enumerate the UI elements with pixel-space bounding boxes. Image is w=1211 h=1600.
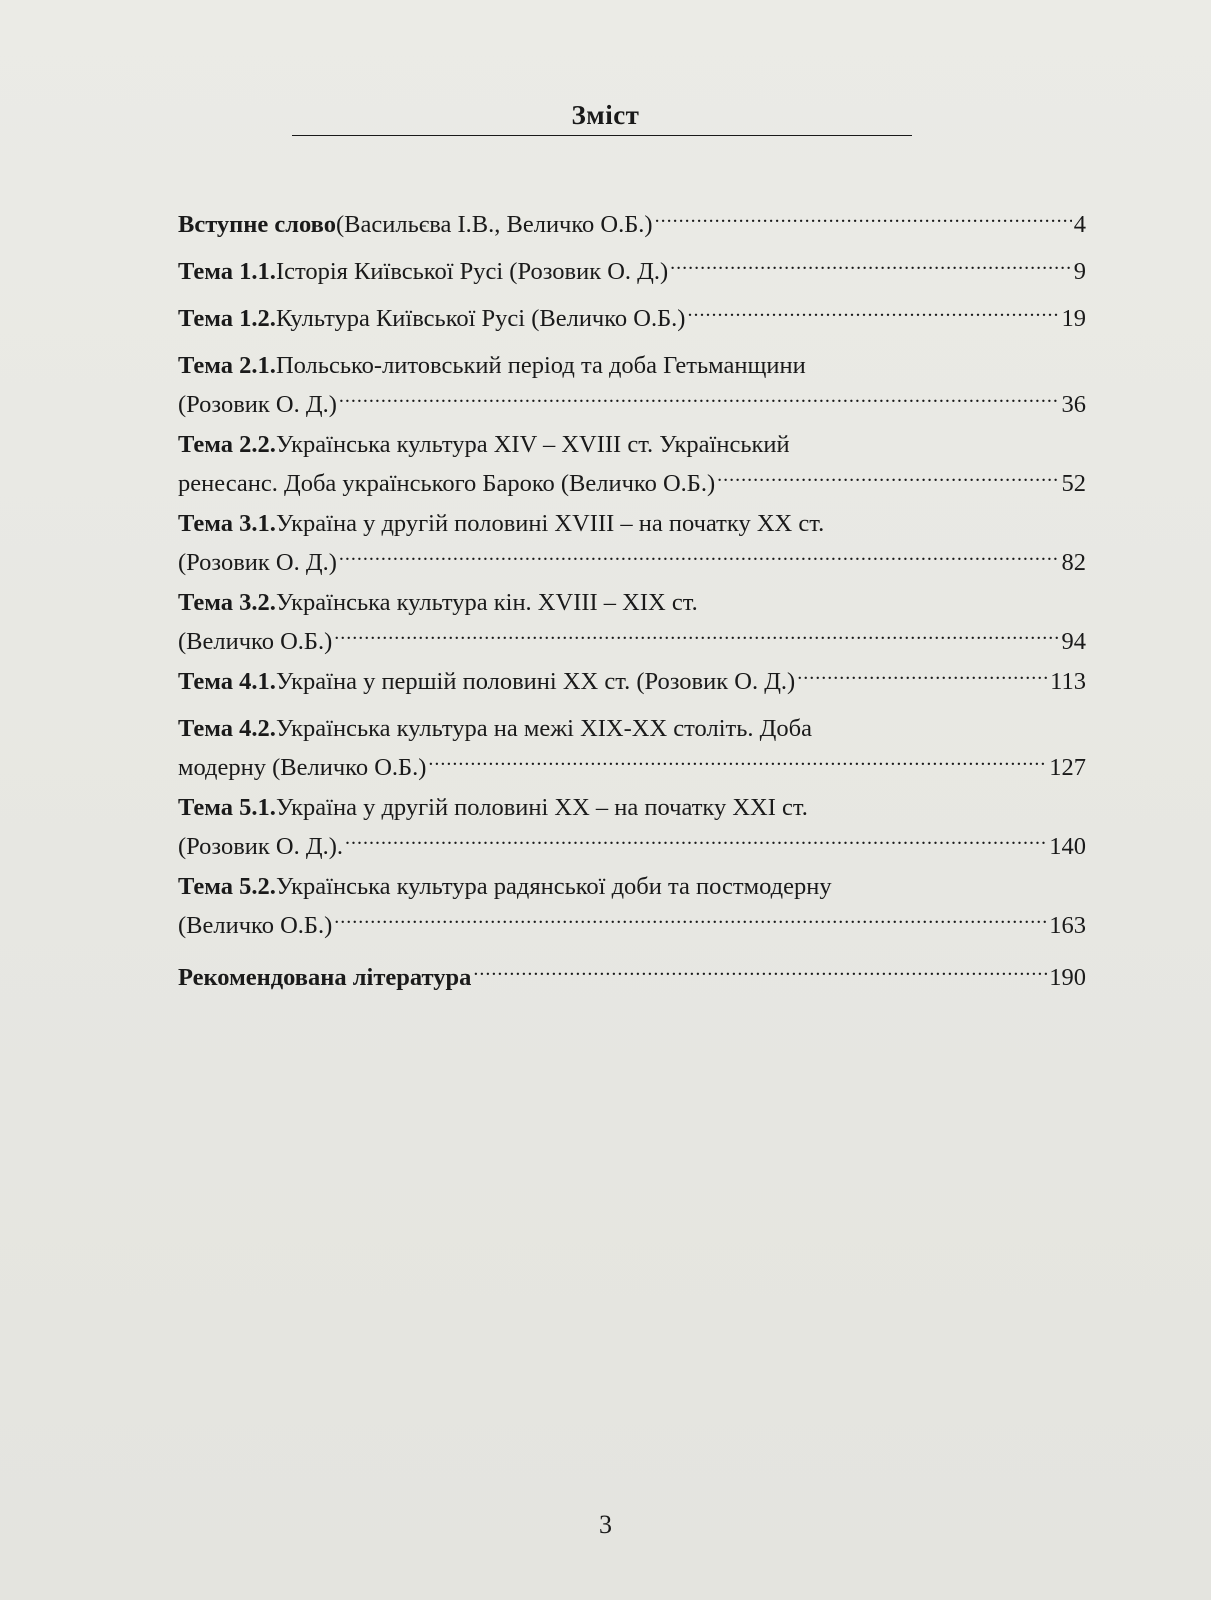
dot-leader <box>655 212 1072 232</box>
toc-entry-label: Вступне слово <box>178 211 336 238</box>
toc-entry-text: Українська культура кін. XVIII – XIX ст. <box>275 589 698 616</box>
toc-entry-label: Тема 4.2. <box>178 715 276 742</box>
dot-leader <box>428 755 1047 775</box>
toc-entry-text-cont: (Величко О.Б.) <box>178 912 333 939</box>
title-underline <box>292 135 912 136</box>
dot-leader <box>473 965 1047 985</box>
toc-entry-label: Тема 3.1. <box>178 510 276 537</box>
toc-entry-label: Тема 5.2. <box>178 873 276 900</box>
toc-entry-label: Тема 4.1. <box>178 668 276 695</box>
page-title: Зміст <box>571 100 640 130</box>
dot-leader <box>687 306 1059 326</box>
toc-entry-text: Україна у другій половині XVIII – на початку XX ст. <box>275 510 825 537</box>
toc-entry-page: 4 <box>1073 211 1086 238</box>
toc-entry-label: Рекомендована література <box>178 964 472 991</box>
dot-leader <box>797 669 1048 689</box>
toc-entry-label: Тема 2.2. <box>178 431 276 458</box>
toc-entry-page: 163 <box>1049 912 1086 939</box>
toc-entry-page: 127 <box>1049 754 1086 781</box>
toc-entry-label: Тема 5.1. <box>178 794 276 821</box>
dot-leader <box>717 471 1059 491</box>
toc-entry-text: Україна у першій половині XX ст. (Розовик О. Д.) <box>275 668 796 695</box>
toc-entry-page: 113 <box>1050 668 1086 695</box>
toc-entry-text-cont: (Величко О.Б.) <box>178 628 333 655</box>
toc-entry-text: Україна у другій половині XX – на початку XXI ст. <box>275 794 808 821</box>
dot-leader <box>670 259 1072 279</box>
toc-entry-text-cont: (Розовик О. Д.). <box>178 833 343 860</box>
toc-entry <box>178 709 1086 788</box>
toc-entry-text-cont: (Розовик О. Д.) <box>178 391 337 418</box>
toc-entry <box>178 662 1086 709</box>
toc-entry-text: (Васильєва І.В., Величко О.Б.) <box>335 211 653 238</box>
toc-entry <box>178 299 1086 346</box>
dot-leader <box>339 550 1060 570</box>
dot-leader <box>339 392 1060 412</box>
toc-entry-text: Українська культура на межі XIX-XX століть. Доба <box>275 715 812 742</box>
toc-entry <box>178 958 1086 1005</box>
toc-entry-text: Культура Київської Русі (Величко О.Б.) <box>275 305 686 332</box>
toc-entry <box>178 788 1086 867</box>
dot-leader <box>334 913 1047 933</box>
toc-entry <box>178 583 1086 662</box>
toc-entry <box>178 425 1086 504</box>
toc-entry-label: Тема 1.2. <box>178 305 276 332</box>
toc-entry-page: 190 <box>1049 964 1086 991</box>
toc-entry-text-cont: ренесанс. Доба українського Бароко (Величко О.Б.) <box>178 470 716 497</box>
toc-entry-text: Українська культура радянської доби та постмодерну <box>275 873 832 900</box>
toc-entry-page: 52 <box>1061 470 1086 497</box>
toc-entry-page: 140 <box>1049 833 1086 860</box>
table-of-contents <box>178 205 1086 1005</box>
dot-leader <box>345 834 1047 854</box>
toc-entry-page: 9 <box>1073 258 1086 285</box>
toc-entry <box>178 504 1086 583</box>
toc-entry-page: 82 <box>1061 549 1086 576</box>
toc-entry <box>178 252 1086 299</box>
toc-entry-page: 19 <box>1061 305 1086 332</box>
toc-entry <box>178 867 1086 946</box>
page-number: 3 <box>599 1510 612 1539</box>
toc-entry-text: Українська культура XIV – XVIII ст. Український <box>275 431 790 458</box>
toc-entry-page: 36 <box>1061 391 1086 418</box>
toc-entry <box>178 205 1086 252</box>
toc-entry-page: 94 <box>1061 628 1086 655</box>
toc-entry-label: Тема 3.2. <box>178 589 276 616</box>
dot-leader <box>334 629 1059 649</box>
toc-entry-label: Тема 2.1. <box>178 352 276 379</box>
toc-entry-label: Тема 1.1. <box>178 258 276 285</box>
toc-entry-text: Польсько-литовський період та доба Гетьманщини <box>275 352 806 379</box>
toc-entry-text-cont: модерну (Величко О.Б.) <box>178 754 427 781</box>
toc-entry-text-cont: (Розовик О. Д.) <box>178 549 337 576</box>
toc-entry-text: Історія Київської Русі (Розовик О. Д.) <box>275 258 669 285</box>
toc-entry <box>178 346 1086 425</box>
